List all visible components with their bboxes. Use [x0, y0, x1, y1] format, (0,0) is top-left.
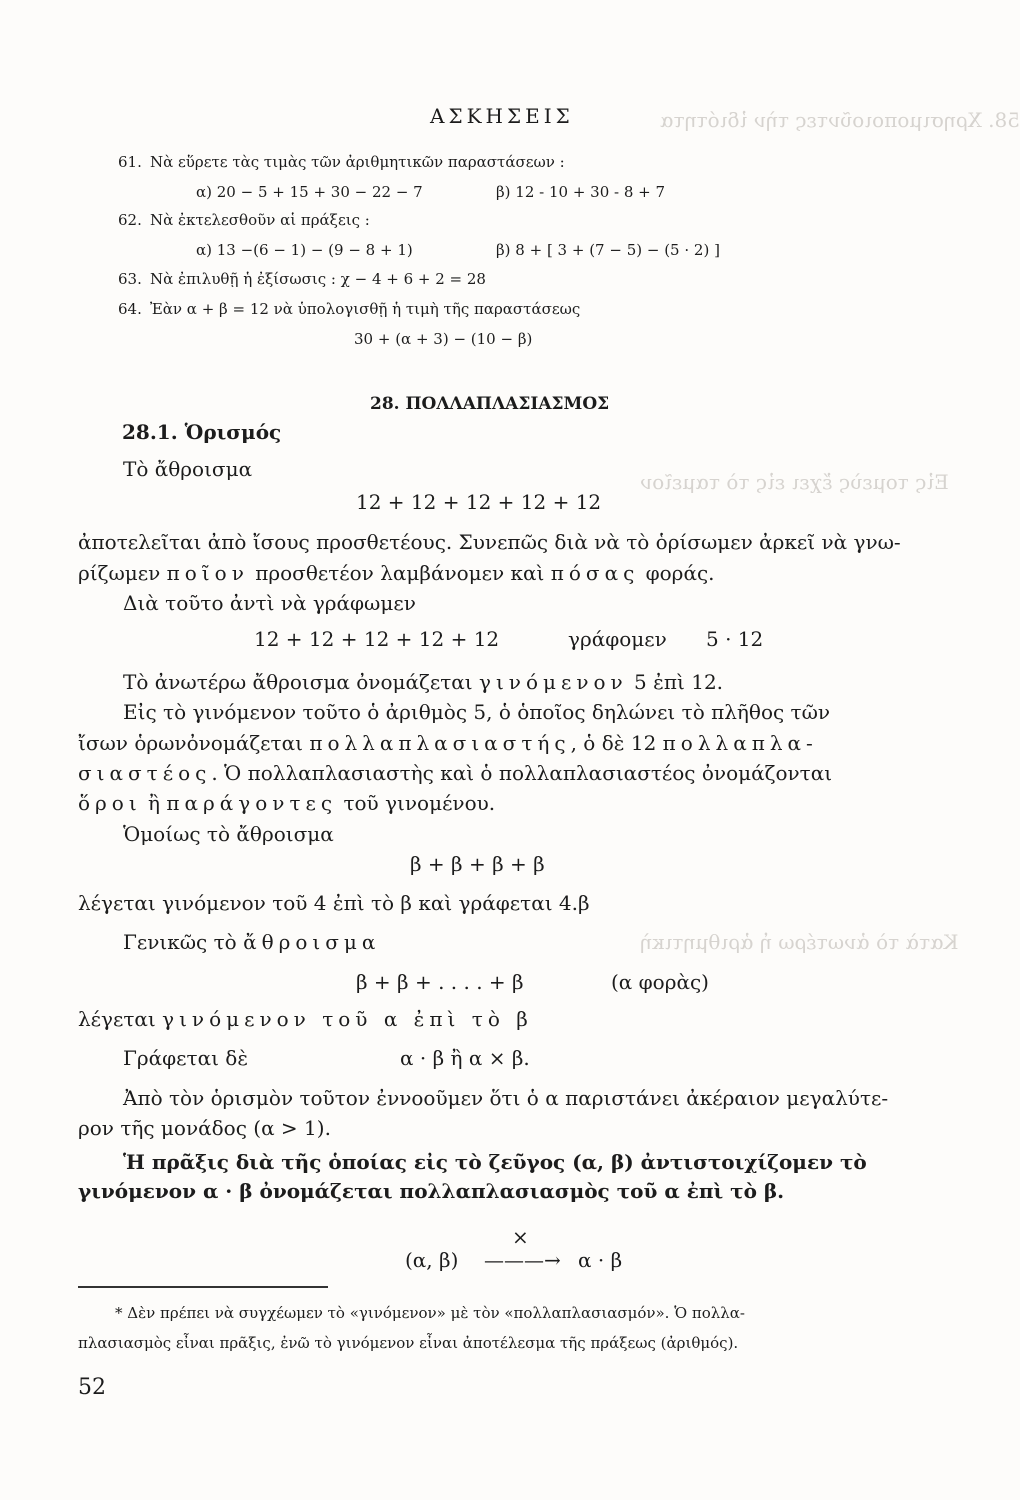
sum-expression: 12 + 12 + 12 + 12 + 12 [356, 490, 602, 514]
paragraph-text: Εἰς τὸ γινόμενον τοῦτο ὁ ἀριθμὸς 5, ὁ ὁποῖος δηλώνει τὸ πλῆθος τῶν [123, 700, 831, 724]
exercise-61-label: 61. [118, 153, 142, 171]
paragraph-text: ρον τῆς μονάδος (α > 1). [78, 1116, 331, 1140]
exercise-63-label: 63. [118, 270, 142, 288]
paragraph-text: Γενικῶς τὸ ἄθροισμα [123, 930, 381, 954]
sum-expression: β + β + β + β [410, 852, 545, 876]
exercise-64-label: 64. [118, 300, 142, 318]
exercise-62-b: β) 8 + [ 3 + (7 − 5) − (5 · 2) ] [496, 241, 720, 259]
footnote-rule [78, 1286, 328, 1288]
paragraph-text: ἀποτελεῖται ἀπὸ ἴσους προσθετέους. Συνεπῶς διὰ νὰ τὸ ὁρίσωμεν ἀρκεῖ νὰ γνω- [78, 530, 901, 554]
paragraph-text: ἴσων ὁρωνὀνομάζεται πολλαπλασιαστής, ὁ δὲ 12 πολλαπλα- [78, 731, 818, 755]
section-subtitle: 28.1. Ὁρισμός [122, 420, 282, 444]
mapping-result: α · β [578, 1248, 623, 1272]
definition-text: γινόμενον α · β ὀνομάζεται πολλαπλασιασμὸς τοῦ α ἐπὶ τὸ β. [78, 1179, 785, 1203]
product-notation: α · β ἢ α × β. [400, 1046, 530, 1070]
paragraph-text: ὅροι ἢ παράγοντες τοῦ γινομένου. [78, 791, 496, 815]
paragraph-lead: Τὸ ἄθροισμα [123, 457, 253, 481]
footnote-line: πλασιασμὸς εἶναι πρᾶξις, ἐνῶ τὸ γινόμενον εἶναι ἀποτέλεσμα τῆς πράξεως (ἀριθμός). [78, 1334, 739, 1352]
exercise-62-text: Νὰ ἐκτελεσθοῦν αἱ πράξεις : [150, 211, 370, 229]
paragraph-text: Γράφεται δὲ [123, 1046, 249, 1070]
exercise-61-text: Νὰ εὕρετε τὰς τιμὰς τῶν ἀριθμητικῶν παραστάσεων : [150, 153, 565, 171]
bleed-through-text: Κατὰ τὸ ἀνωτέρω ἡ ἀριθμητικὴ [640, 930, 959, 954]
paragraph-text: Τὸ ἀνωτέρω ἄθροισμα ὀνομάζεται γινόμενον 5 ἐπὶ 12. [123, 670, 724, 694]
paragraph-text: γράφομεν [568, 627, 667, 651]
bleed-through-text: Εἰς τομεὺς ἔχει εἰς τὸ ταμεῖον [640, 470, 949, 494]
times-symbol: × [512, 1225, 529, 1249]
exercise-64-expression: 30 + (α + 3) − (10 − β) [354, 330, 533, 348]
section-title: 28. ΠΟΛΛΑΠΛΑΣΙΑΣΜΟΣ [370, 394, 610, 414]
exercise-64-text: Ἐὰν α + β = 12 νὰ ὑπολογισθῇ ἡ τιμὴ τῆς παραστάσεως [150, 300, 581, 318]
mapping-domain: (α, β) [405, 1248, 459, 1272]
product-expression: 5 · 12 [706, 627, 764, 651]
paragraph-text: λέγεται γινόμενον τοῦ α ἐπὶ τὸ β [78, 1007, 533, 1031]
page-number: 52 [78, 1375, 106, 1400]
exercise-63-text: Νὰ ἐπιλυθῇ ἡ ἐξίσωσις : χ − 4 + 6 + 2 = 28 [150, 270, 486, 288]
page-header: ΑΣΚΗΣΕΙΣ [430, 104, 574, 128]
mapping-arrow: ———→ [484, 1248, 561, 1272]
exercise-62-a: α) 13 −(6 − 1) − (9 − 8 + 1) [196, 241, 413, 259]
paragraph-text: ρίζωμεν ποῖον προσθετέον λαμβάνομεν καὶ πόσας φοράς. [78, 561, 715, 585]
sum-expression: 12 + 12 + 12 + 12 + 12 [254, 627, 500, 651]
exercise-61-b: β) 12 - 10 + 30 - 8 + 7 [496, 183, 666, 201]
footnote-line: * Δὲν πρέπει νὰ συγχέωμεν τὸ «γινόμενον» μὲ τὸν «πολλαπλασιασμόν». Ὁ πολλα- [115, 1304, 745, 1322]
paragraph-text: Διὰ τοῦτο ἀντὶ νὰ γράφωμεν [123, 591, 416, 615]
paragraph-text: Ὁμοίως τὸ ἄθροισμα [123, 822, 334, 846]
exercise-62-label: 62. [118, 211, 142, 229]
paragraph-text: σιαστέος. Ὁ πολλαπλασιαστὴς καὶ ὁ πολλαπλασιαστέος ὀνομάζονται [78, 761, 833, 785]
paragraph-text: (α φορὰς) [611, 970, 709, 994]
exercise-61-a: α) 20 − 5 + 15 + 30 − 22 − 7 [196, 183, 423, 201]
definition-text: Ἡ πρᾶξις διὰ τῆς ὁποίας εἰς τὸ ζεῦγος (α, β) ἀντιστοιχίζομεν τὸ [123, 1150, 867, 1174]
paragraph-text: λέγεται γινόμενον τοῦ 4 ἐπὶ τὸ β καὶ γράφεται 4.β [78, 891, 590, 915]
paragraph-text: Ἀπὸ τὸν ὁρισμὸν τοῦτον ἐννοοῦμεν ὅτι ὁ α παριστάνει ἀκέραιον μεγαλύτε- [123, 1086, 889, 1110]
sum-expression: β + β + . . . . + β [356, 970, 524, 994]
bleed-through-text: 58. Χρησιμοποιοῦντες τὴν ἰδιότητα [660, 108, 1020, 132]
